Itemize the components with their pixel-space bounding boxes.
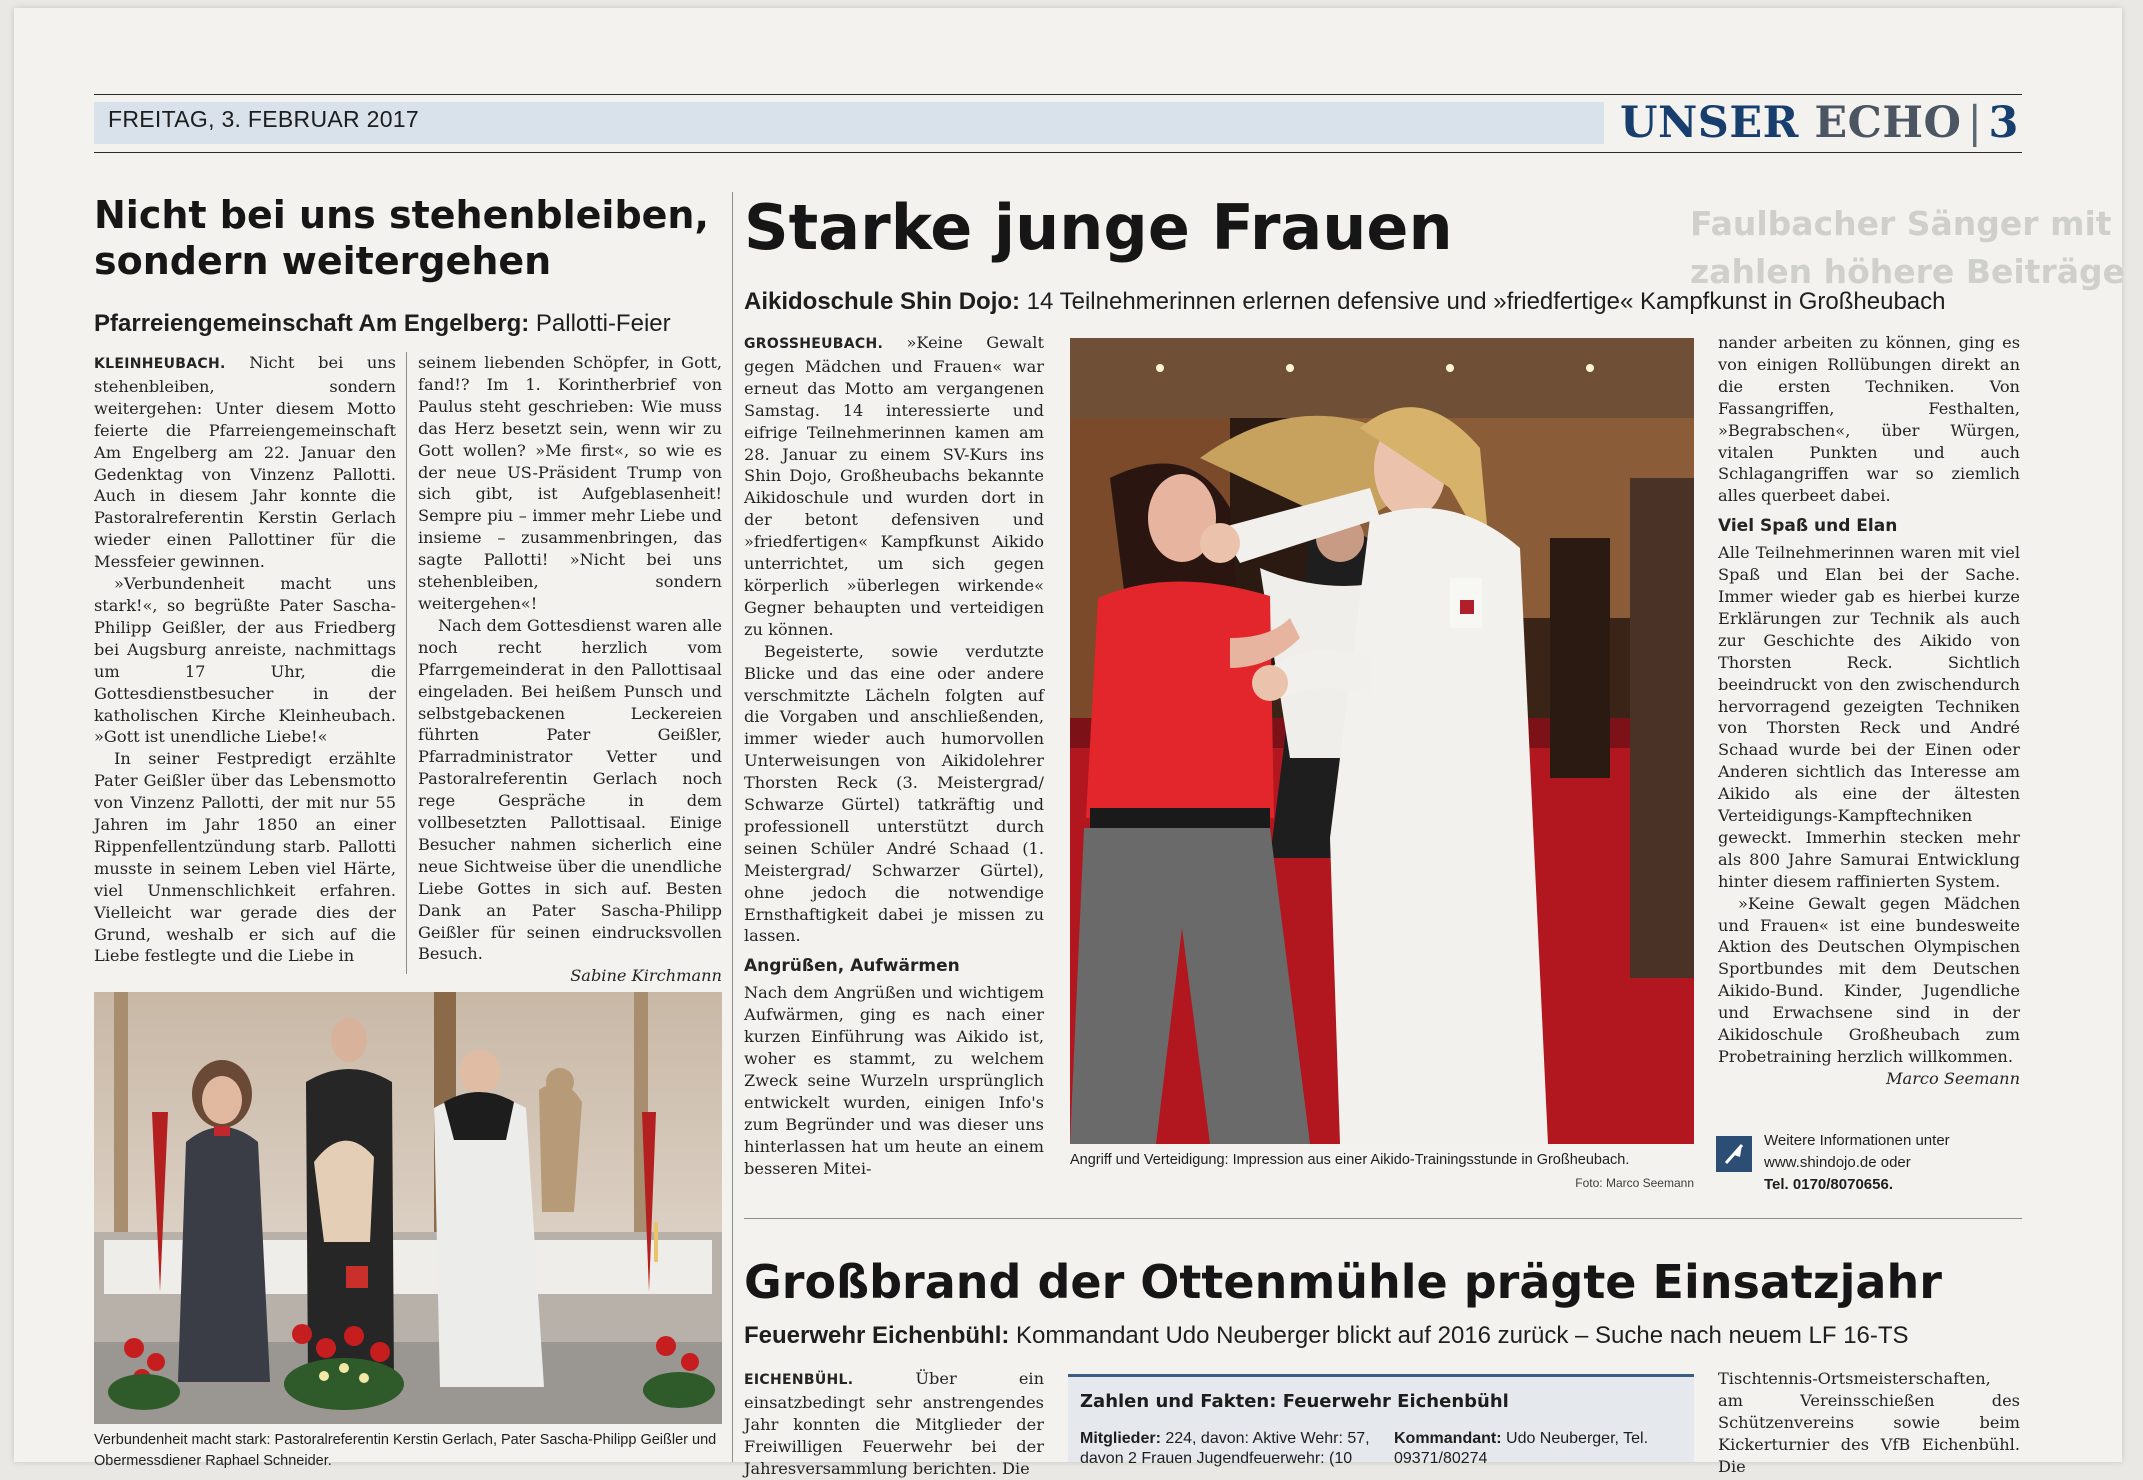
- pallotti-paragraph: »Verbundenheit macht uns stark!«, so begrüßte Pater Sascha-Philipp Geißler, der aus Friedberg bei Augsburg anreiste, nachmittags um 17 Uhr, die Gottesdienstbesucher in der katholischen Kirche Kleinheubach. »Gott ist unendliche Liebe!«: [94, 574, 396, 747]
- aikido-paragraph: nander arbeiten zu können, ging es von einigen Rollübungen direkt an die ersten Techniken. Von Fassangriffen, Festhalten, »Begrabschen«, über Würgen, vitalen Punkten und auch Schlagangriffen war so ziemlich alles querbeet dabei.: [1718, 333, 2020, 506]
- pallotti-sub-bold: Pfarreiengemeinschaft Am Engelberg:: [94, 310, 530, 337]
- facts-commander-value: Udo Neuberger, Tel. 09371/80274: [1394, 1430, 1649, 1467]
- pallotti-sub-rest: Pallotti-Feier: [529, 310, 671, 337]
- facts-box-title: Zahlen und Fakten: Feuerwehr Eichenbühl: [1080, 1391, 1509, 1412]
- arrow-link-icon: [1716, 1136, 1752, 1172]
- aikido-author: Marco Seemann: [1885, 1068, 2020, 1088]
- bleed-through-line1: Faulbacher Sänger mit: [1690, 204, 2112, 243]
- aikido-headline: Starke junge Frauen: [744, 191, 1453, 264]
- masthead-echo: ECHO: [1814, 98, 1962, 148]
- aikido-intertitle-1: Angrüßen, Aufwärmen: [744, 956, 960, 977]
- masthead: [1620, 98, 2019, 148]
- feuerwehr-subheadline: [744, 1322, 2024, 1350]
- column-rule: [406, 352, 407, 974]
- church-photo-caption: Verbundenheit macht stark: Pastoralreferentin Kerstin Gerlach, Pater Sascha-Philipp Geißler und Obermessdiener Raphael Schneider.: [94, 1432, 717, 1469]
- pallotti-paragraph: KLEINHEUBACH. Nicht bei uns stehenbleiben, sondern weitergehen: Unter diesem Motto feierte die Pfarreiengemeinschaft Am Engelberg am 22. Januar den Gedenktag von Vinzenz Pallotti. Auch in diesem Jahr konnte die Pastoralreferentin Kerstin Gerlach wieder einen Pallottiner für die Messfeier gewinnen.: [94, 353, 396, 572]
- header-bottom-rule: [94, 152, 2022, 153]
- issue-date: FREITAG, 3. FEBRUAR 2017: [108, 106, 419, 132]
- masthead-unser: UNSER: [1620, 98, 1799, 148]
- more-info-text: [1764, 1130, 2034, 1196]
- facts-commander: [1394, 1429, 1684, 1469]
- page-number: 3: [1988, 98, 2019, 148]
- more-info-box: [1716, 1130, 2036, 1202]
- section-rule: [732, 192, 733, 1462]
- pallotti-paragraph: Nach dem Gottesdienst waren alle noch recht herzlich vom Pfarrgemeinderat in den Pallottisaal eingeladen. Bei heißem Punsch und selbstgebackenen Leckereien führten Pater Geißler, Pfarradministrator Vetter und Pastoralreferentin Gerlach noch rege Gespräche in dem vollbesetzten Pallottisaal. Einige Besucher nahmen sicherlich eine neue Sichtweise über die unendliche Liebe Gottes in sich auf. Besten Dank an Pater Sascha-Philipp Geißler für seinen eindrucksvollen Besuch.: [418, 615, 722, 964]
- dateline: KLEINHEUBACH.: [94, 356, 226, 372]
- facts-commander-label: Kommandant:: [1394, 1430, 1502, 1447]
- aikido-paragraph: »Keine Gewalt gegen Mädchen und Frauen« ist eine bundesweite Aktion des Deutschen Olympischen Sportbundes mit dem Deutschen Aikido-Bund. Kinder, Jugendliche und Erwachsene sind in der Aikidoschule Großheubach zum Probetraining herzlich willkommen.: [1718, 893, 2020, 1066]
- pallotti-subheadline: [94, 310, 734, 338]
- pallotti-author: Sabine Kirchmann: [570, 966, 722, 986]
- church-photo-illustration: [94, 992, 722, 1424]
- church-photo: [94, 992, 722, 1424]
- more-info-line1: Weitere Informationen unter: [1764, 1132, 1950, 1149]
- more-info-phone: Tel. 0170/8070656.: [1764, 1176, 1893, 1193]
- pallotti-column-2: [418, 352, 722, 986]
- aikido-paragraph: Nach dem Angrüßen und wichtigem Aufwärmen, ging es nach einer kurzen Einführung was Aikido ist, woher es stammt, zu welchem Zweck seine Wurzeln ursprünglich entwickelt wurden, einigen Info's zum Begründer und was dieser uns hinterlassen hat um heute an einem besseren Mitei-: [744, 983, 1044, 1178]
- pallotti-paragraph: seinem liebenden Schöpfer, in Gott, fand!? Im 1. Korintherbrief von Paulus steht geschrieben: Wie muss das Herz besetzt sein, wenn wir zu Gott wollen? »Me first«, so wie es der neue US-Präsident Trump von sich gibt, ist Aufgeblasenheit! Sempre piu – immer mehr Liebe und insieme – zusammenbringen, das sagte Pallotti! »Nicht bei uns stehenbleiben, sondern weitergehen«!: [418, 353, 722, 613]
- feuerwehr-headline: Großbrand der Ottenmühle prägte Einsatzjahr: [744, 1255, 1942, 1309]
- header-top-rule: [94, 94, 2022, 95]
- pallotti-headline-line1: Nicht bei uns stehenbleiben,: [94, 193, 709, 237]
- aikido-subheadline: [744, 288, 2024, 316]
- facts-members: [1080, 1429, 1380, 1469]
- aikido-paragraph: GROSSHEUBACH. »Keine Gewalt gegen Mädchen und Frauen« war erneut das Motto am vergangenen Samstag. 14 interessierte und eifrige Teilnehmerinnen kamen am 28. Januar zu einem SV-Kurs ins Shin Dojo, Großheubachs bekannte Aikidoschule und wurden dort in der betont defensiven und »friedfertigen« Kampfkunst Aikido unterrichtet, um sich gegen körperlich »überlegen wirkende« Gegner behaupten und verteidigen zu können.: [744, 333, 1044, 639]
- feuerwehr-sub-bold: Feuerwehr Eichenbühl:: [744, 1322, 1010, 1349]
- pallotti-headline-line2: sondern weitergehen: [94, 239, 552, 283]
- aikido-photo: [1070, 338, 1694, 1144]
- aikido-photo-caption: Angriff und Verteidigung: Impression aus einer Aikido-Trainingsstunde in Großheubach.: [1070, 1152, 1630, 1168]
- masthead-separator: |: [1967, 98, 1983, 148]
- bleed-through-line2: zahlen höhere Beiträge: [1690, 252, 2125, 291]
- aikido-column-3: [1718, 332, 2020, 1112]
- aikido-sub-bold: Aikidoschule Shin Dojo:: [744, 288, 1021, 315]
- pallotti-column-1: [94, 352, 396, 978]
- feuerwehr-paragraph: EICHENBÜHL. Über ein einsatzbedingt sehr anstrengendes Jahr konnten die Mitglieder der Freiwilligen Feuerwehr bei der Jahresversammlung berichten. Die: [744, 1369, 1044, 1478]
- aikido-paragraph: Alle Teilnehmerinnen waren mit viel Spaß und Elan bei der Sache. Immer wieder gab es hierbei kurze Erklärungen zur Technik als auch zur Geschichte des Aikido von Thorsten Reck. Sichtlich beeindruckt von den zwischendurch hervorragend gezeigten Techniken von Thorsten Reck und André Schaad wurde bei der Einen oder Anderen sichtlich das Interesse am Aikido als eine der ältesten Verteidigungs-Kampftechniken geweckt. Immerhin stecken mehr als 800 Jahre Samurai Entwicklung hinter diesem raffinierten System.: [1718, 543, 2020, 891]
- aikido-intertitle-2: Viel Spaß und Elan: [1718, 516, 1898, 537]
- facts-members-value: 224, davon: Aktive Wehr: 57, davon 2 Frauen Jugendfeuerwehr: (10: [1080, 1430, 1370, 1467]
- section-rule-horizontal: [744, 1218, 2022, 1219]
- aikido-sub-rest: 14 Teilnehmerinnen erlernen defensive und »friedfertige« Kampfkunst in Großheubach: [1020, 288, 1946, 315]
- feuerwehr-paragraph: Tischtennis-Ortsmeisterschaften, am Vereinsschießen des Schützenvereins sowie beim Kickerturnier des VfB Eichenbühl. Die: [1718, 1369, 2020, 1476]
- pallotti-paragraph: In seiner Festpredigt erzählte Pater Geißler über das Lebensmotto von Vinzenz Pallotti, der mit nur 55 Jahren im Jahr 1850 an einer Rippenfellentzündung starb. Pallotti musste in seinem Leben viel Härte, viel Unmenschlichkeit erfahren. Vielleicht war gerade dies der Grund, weshalb er sich auf die Liebe festlegte und die Liebe in: [94, 749, 396, 966]
- aikido-photo-credit: Foto: Marco Seemann: [1575, 1176, 1694, 1190]
- more-info-url[interactable]: www.shindojo.de oder: [1764, 1154, 1911, 1171]
- facts-members-label: Mitglieder:: [1080, 1430, 1161, 1447]
- pallotti-headline: [94, 192, 734, 284]
- facts-box: [1068, 1374, 1694, 1467]
- aikido-paragraph: Begeisterte, sowie verdutzte Blicke und das eine oder andere verschmitzte Lächeln folgten auf die Vorgaben und anschließenden, immer wieder auch humorvollen Unterweisungen von Aikidolehrer Thorsten Reck (3. Meistergrad/ Schwarze Gürtel) tatkräftig und professionell unterstützt durch seinen Schüler André Schaad (1. Meistergrad/ Schwarzer Gürtel), ohne jedoch die notwendige Ernsthaftigkeit dabei je missen zu lassen.: [744, 641, 1044, 946]
- feuerwehr-sub-rest: Kommandant Udo Neuberger blickt auf 2016 zurück – Suche nach neuem LF 16-TS: [1009, 1322, 1909, 1349]
- dateline: EICHENBÜHL.: [744, 1372, 854, 1388]
- feuerwehr-column-3: [1718, 1368, 2020, 1476]
- feuerwehr-column-1: [744, 1368, 1044, 1478]
- aikido-column-1: [744, 332, 1044, 1192]
- aikido-photo-illustration: [1070, 338, 1694, 1144]
- dateline: GROSSHEUBACH.: [744, 336, 884, 352]
